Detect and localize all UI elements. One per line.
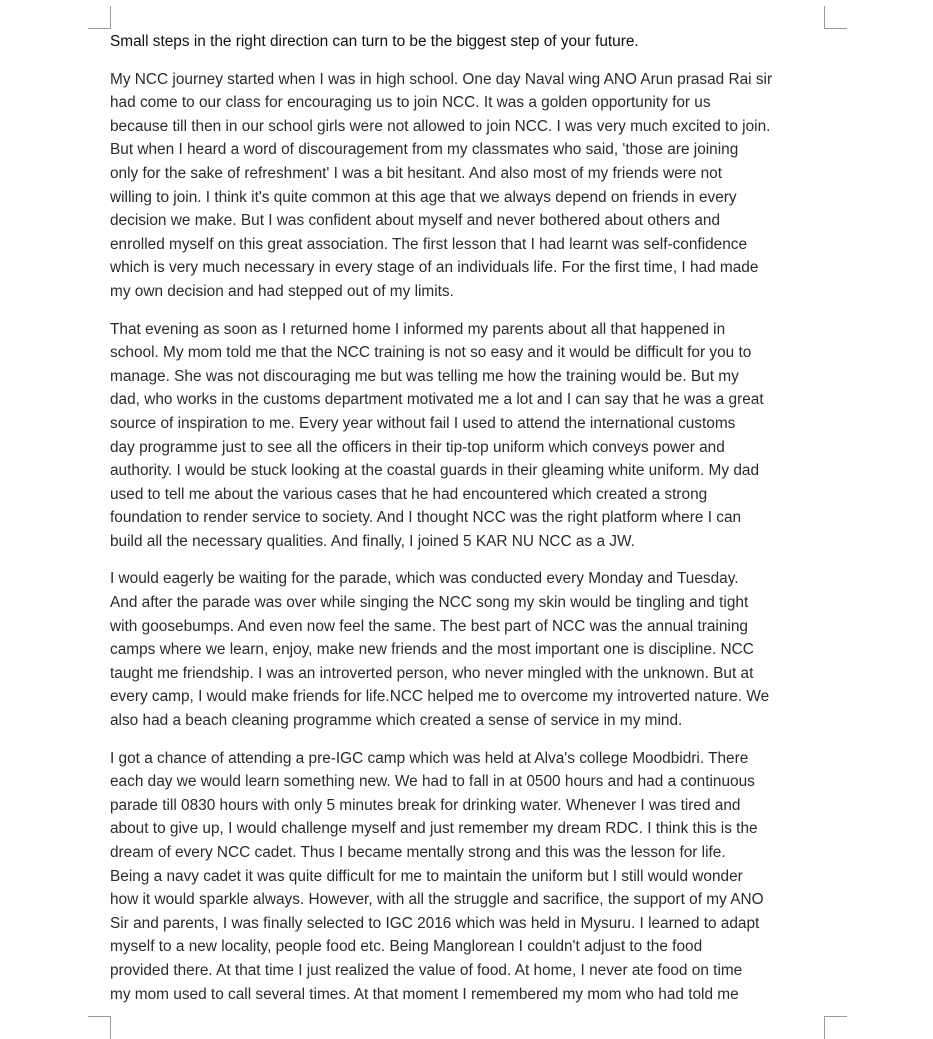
paragraph-line: enrolled myself on this great association. The first lesson that I had learnt was self-confidence xyxy=(110,235,748,253)
paragraph xyxy=(110,747,830,1007)
paragraph-line: only for the sake of refreshment' I was a bit hesitant. And also most of my friends were not xyxy=(110,164,723,182)
paragraph xyxy=(110,318,830,554)
paragraph-line: about to give up, I would challenge myself and just remember my dream RDC. I think this is the xyxy=(110,820,758,838)
paragraph-line: And after the parade was over while singing the NCC song my skin would be tingling and tight xyxy=(110,594,749,612)
paragraph-line: willing to join. I think it's quite common at this age that we always depend on friends in every xyxy=(110,188,737,206)
paragraph-line: That evening as soon as I returned home I informed my parents about all that happened in xyxy=(110,320,726,338)
paragraph-line: my mom used to call several times. At that moment I remembered my mom who had told me xyxy=(110,985,739,1003)
paragraph-line: each day we would learn something new. We had to fall in at 0500 hours and had a continuous xyxy=(110,773,755,791)
paragraph-line: I got a chance of attending a pre-IGC camp which was held at Alva's college Moodbidri. There xyxy=(110,749,749,767)
paragraph-line: But when I heard a word of discouragement from my classmates who said, 'those are joining xyxy=(110,141,739,159)
paragraph-line: provided there. At that time I just realized the value of food. At home, I never ate food on time xyxy=(110,961,743,979)
paragraph-line: school. My mom told me that the NCC training is not so easy and it would be difficult for you to xyxy=(110,344,752,362)
margin-corner-top-left xyxy=(88,6,111,29)
paragraph-line: authority. I would be stuck looking at the coastal guards in their gleaming white uniform. My dad xyxy=(110,462,760,480)
paragraph-line: source of inspiration to me. Every year without fail I used to attend the international customs xyxy=(110,414,736,432)
paragraph-line: parade till 0830 hours with only 5 minutes break for drinking water. Whenever I was tired and xyxy=(110,796,741,814)
paragraph-line: build all the necessary qualities. And finally, I joined 5 KAR NU NCC as a JW. xyxy=(110,532,635,550)
margin-corner-top-right xyxy=(824,6,847,29)
paragraph-line: which is very much necessary in every stage of an individuals life. For the first time, I had made xyxy=(110,259,759,277)
paragraph-line: had come to our class for encouraging us to join NCC. It was a golden opportunity for us xyxy=(110,94,711,112)
document-title: Small steps in the right direction can turn to be the biggest step of your future. xyxy=(110,33,639,50)
paragraph-line: manage. She was not discouraging me but was telling me how the training would be. But my xyxy=(110,367,739,385)
paragraph-line: with goosebumps. And even now feel the same. The best part of NCC was the annual training xyxy=(110,617,748,635)
paragraph-line: decision we make. But I was confident about myself and never bothered about others and xyxy=(110,212,721,230)
paragraph xyxy=(110,68,830,304)
paragraph-line: used to tell me about the various cases that he had encountered which created a strong xyxy=(110,485,708,503)
paragraph-line: foundation to render service to society. And I thought NCC was the right platform where I can xyxy=(110,509,742,527)
paragraph xyxy=(110,567,830,732)
paragraph-line: how it would sparkle always. However, with all the struggle and sacrifice, the support of my ANO xyxy=(110,891,764,909)
paragraph-line: taught me friendship. I was an introverted person, who never mingled with the unknown. But at xyxy=(110,664,754,682)
paragraph-line: every camp, I would make friends for life.NCC helped me to overcome my introverted nature. We xyxy=(110,688,770,706)
paragraph-line: Sir and parents, I was finally selected to IGC 2016 which was held in Mysuru. I learned to adapt xyxy=(110,914,760,932)
paragraph-container xyxy=(110,68,830,1007)
paragraph-line: My NCC journey started when I was in high school. One day Naval wing ANO Arun prasad Rai sir xyxy=(110,70,773,88)
paragraph-line: camps where we learn, enjoy, make new friends and the most important one is discipline. NCC xyxy=(110,641,754,659)
paragraph-line: dream of every NCC cadet. Thus I became mentally strong and this was the lesson for life. xyxy=(110,844,726,861)
paragraph-line: because till then in our school girls were not allowed to join NCC. I was very much excited to join. xyxy=(110,117,771,135)
paragraph-line: also had a beach cleaning programme which created a sense of service in my mind. xyxy=(110,712,683,730)
paragraph-line: myself to a new locality, people food etc. Being Manglorean I couldn't adjust to the food xyxy=(110,938,703,956)
paragraph-line: Being a navy cadet it was quite difficult for me to maintain the uniform but I still would wonder xyxy=(110,867,743,885)
margin-corner-bottom-left xyxy=(88,1016,111,1039)
paragraph-line: my own decision and had stepped out of my limits. xyxy=(110,282,454,300)
paragraph-line: I would eagerly be waiting for the parade, which was conducted every Monday and Tuesday. xyxy=(110,570,739,588)
paragraph-line: day programme just to see all the officers in their tip-top uniform which conveys power and xyxy=(110,438,725,456)
paragraph-line: dad, who works in the customs department motivated me a lot and I can say that he was a great xyxy=(110,391,764,409)
document-body xyxy=(110,30,830,1020)
